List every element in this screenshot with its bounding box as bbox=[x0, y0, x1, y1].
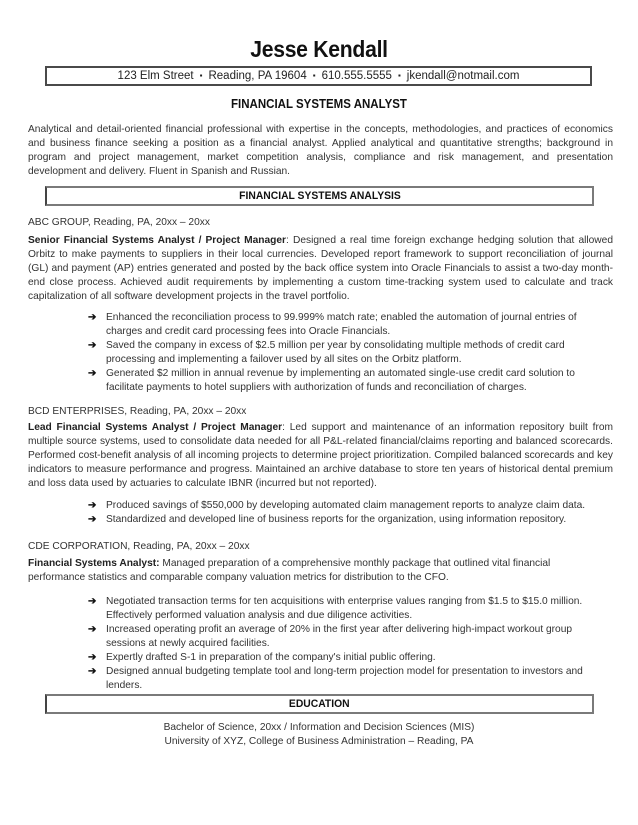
section-header-education bbox=[45, 694, 594, 714]
list-item: ➔ Standardized and developed line of business reports for the organization, using information repository. bbox=[88, 514, 567, 525]
role-title: Senior Financial Systems Analyst / Project Manager bbox=[28, 235, 287, 246]
role-title: Financial Systems Analyst: bbox=[28, 558, 160, 569]
separator-icon: ▪ bbox=[397, 71, 401, 80]
candidate-name: Jesse Kendall bbox=[250, 36, 388, 62]
role-description: Managed preparation of a comprehensive monthly package that outlined vital financial performance statistics and comparable company valuation metrics for distribution to the CFO. bbox=[28, 558, 551, 583]
list-item: ➔ Designed annual budgeting template tool and long-term projection model for presentation to investors and lenders. bbox=[88, 666, 583, 691]
list-item: ➔ Negotiated transaction terms for ten acquisitions with enterprise values ranging from $1.5 to $15.0 million. Effectively performed valuation analysis and due diligence activities. bbox=[88, 596, 583, 621]
arrow-right-icon: ➔ bbox=[88, 652, 97, 663]
contact-email[interactable]: jkendall@notmail.com bbox=[406, 70, 520, 82]
arrow-right-icon: ➔ bbox=[88, 596, 97, 607]
separator-icon: ▪ bbox=[312, 71, 316, 80]
role-description: : Led support and maintenance of an information repository built from multiple source systems, used to consolidate data needed for all P&L-related financial/claims reporting and balanced scorecards. Performed cost-benefit analysis of all incoming projects to determine project prioritization. Compiled balanced scorecards and key indicators to measure performance and progress. Maintained an archive database to store ten years of historical dental premium and loss data used by actuaries to calculate IBNR (incurred but not reported). bbox=[28, 422, 614, 489]
achievement-list bbox=[88, 499, 588, 527]
job-description bbox=[28, 234, 613, 304]
role-title: Lead Financial Systems Analyst / Project Manager bbox=[28, 422, 283, 433]
list-item: ➔ Produced savings of $550,000 by developing automated claim management reports to analyze claim data. bbox=[88, 500, 586, 511]
job-title: FINANCIAL SYSTEMS ANALYST bbox=[231, 97, 407, 111]
contact-address: 123 Elm Street bbox=[117, 70, 194, 82]
arrow-right-icon: ➔ bbox=[88, 666, 97, 677]
arrow-right-icon: ➔ bbox=[88, 514, 97, 525]
list-item: ➔ Increased operating profit an average of 20% in the first year after delivering high-impact workout group sessions at newly acquired facilities. bbox=[88, 624, 573, 649]
list-item: ➔ Enhanced the reconciliation process to 99.999% match rate; enabled the automation of journal entries of charges and credit card processing fees into Oracle Financials. bbox=[88, 312, 577, 337]
arrow-right-icon: ➔ bbox=[88, 624, 97, 635]
job-description bbox=[28, 421, 613, 491]
job-description bbox=[28, 557, 588, 585]
education-school: University of XYZ, College of Business Administration – Reading, PA bbox=[164, 736, 474, 747]
list-item: ➔ Saved the company in excess of $2.5 million per year by consolidating multiple methods of credit card processing and implementing a failover used by all sites on the Orbitz platform. bbox=[88, 340, 565, 365]
education-degree: Bachelor of Science, 20xx / Information and Decision Sciences (MIS) bbox=[163, 722, 475, 733]
company-line: BCD ENTERPRISES, Reading, PA, 20xx – 20xx bbox=[28, 406, 247, 417]
separator-icon: ▪ bbox=[199, 71, 203, 80]
achievement-list bbox=[88, 595, 608, 693]
list-item: ➔ Expertly drafted S-1 in preparation of the company's initial public offering. bbox=[88, 652, 436, 663]
arrow-right-icon: ➔ bbox=[88, 500, 97, 511]
arrow-right-icon: ➔ bbox=[88, 312, 97, 323]
section-heading: EDUCATION bbox=[289, 698, 350, 710]
arrow-right-icon: ➔ bbox=[88, 340, 97, 351]
contact-bar bbox=[45, 66, 592, 86]
arrow-right-icon: ➔ bbox=[88, 368, 97, 379]
contact-phone: 610.555.5555 bbox=[321, 70, 392, 82]
company-line: ABC GROUP, Reading, PA, 20xx – 20xx bbox=[28, 217, 210, 228]
summary-paragraph: Analytical and detail-oriented financial professional with expertise in the concepts, methodologies, and practices of economics and business finance seeking a position as a financial analyst. Applied analytical and quantitative strengths; background in program and project management, market competition analysis, compliance and risk management, and presentation development and delivery. Fluent in Spanish and Russian. bbox=[28, 124, 613, 177]
achievement-list bbox=[88, 311, 588, 395]
role-description: : Designed a real time foreign exchange hedging solution that allowed Orbitz to make payments to suppliers in their local currencies. Developed report framework to support reconciliation of journal (GL) and payment (AP) entries generated and posted by the back office system into Oracle Financials to assist a two-day month-end close process. Achieved audit requirements by implementing a custom time-tracking system used to calculate and track capitalization of all software development projects in the travel portfolio. bbox=[28, 235, 613, 302]
section-heading: FINANCIAL SYSTEMS ANALYSIS bbox=[238, 190, 401, 202]
company-line: CDE CORPORATION, Reading, PA, 20xx – 20xx bbox=[28, 541, 250, 552]
contact-city: Reading, PA 19604 bbox=[208, 70, 307, 82]
section-header-experience bbox=[45, 186, 594, 206]
list-item: ➔ Generated $2 million in annual revenue by implementing an automated single-use credit card solution to facilitate payments to hotel suppliers with authorization of funds and reconciliation of charges. bbox=[88, 368, 575, 393]
